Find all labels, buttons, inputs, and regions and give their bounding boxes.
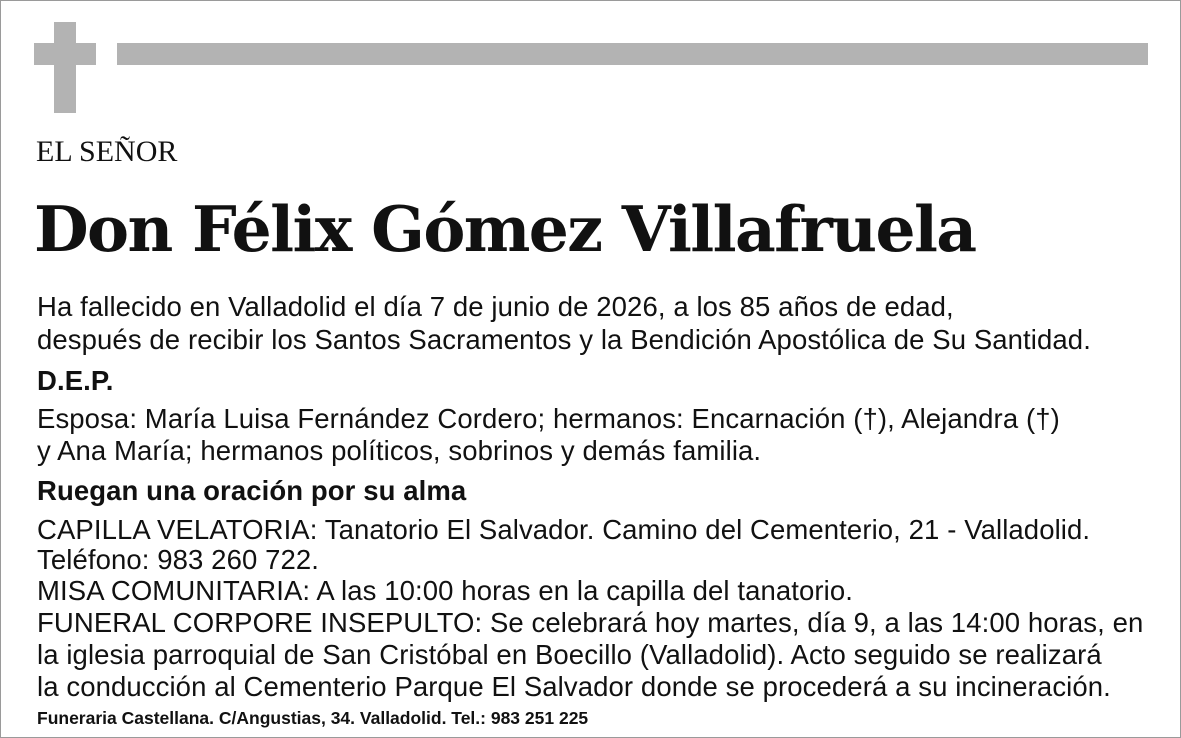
family-line: Esposa: María Luisa Fernández Cordero; hermanos: Encarnación (†), Alejandra (†) [37,403,1060,434]
service-line: la iglesia parroquial de San Cristóbal en Boecillo (Valladolid). Acto seguido se realizará [37,639,1102,670]
prayer-request: Ruegan una oración por su alma [37,475,467,506]
service-line: MISA COMUNITARIA: A las 10:00 horas en la capilla del tanatorio. [37,575,853,606]
family-line: y Ana María; hermanos políticos, sobrinos y demás familia. [37,435,762,466]
service-line: Teléfono: 983 260 722. [37,544,320,575]
service-line: FUNERAL CORPORE INSEPULTO: Se celebrará hoy martes, día 9, a las 14:00 horas, en [37,607,1144,638]
header-rule [117,43,1148,65]
honorific-title: EL SEÑOR [36,135,178,168]
funeral-home-footer: Funeraria Castellana. C/Angustias, 34. Valladolid. Tel.: 983 251 225 [37,708,589,728]
service-line: la conducción al Cementerio Parque El Salvador donde se procederá a su incineración. [37,671,1111,702]
death-notice-line: Ha fallecido en Valladolid el día 7 de junio de 2026, a los 85 años de edad, [37,291,954,322]
deceased-name: Don Félix Gómez Villafruela [34,192,976,266]
rip-label: D.E.P. [37,365,114,396]
service-line: CAPILLA VELATORIA: Tanatorio El Salvador. Camino del Cementerio, 21 - Valladolid. [37,514,1091,545]
death-notice-line: después de recibir los Santos Sacramentos y la Bendición Apostólica de Su Santidad. [37,324,1091,355]
